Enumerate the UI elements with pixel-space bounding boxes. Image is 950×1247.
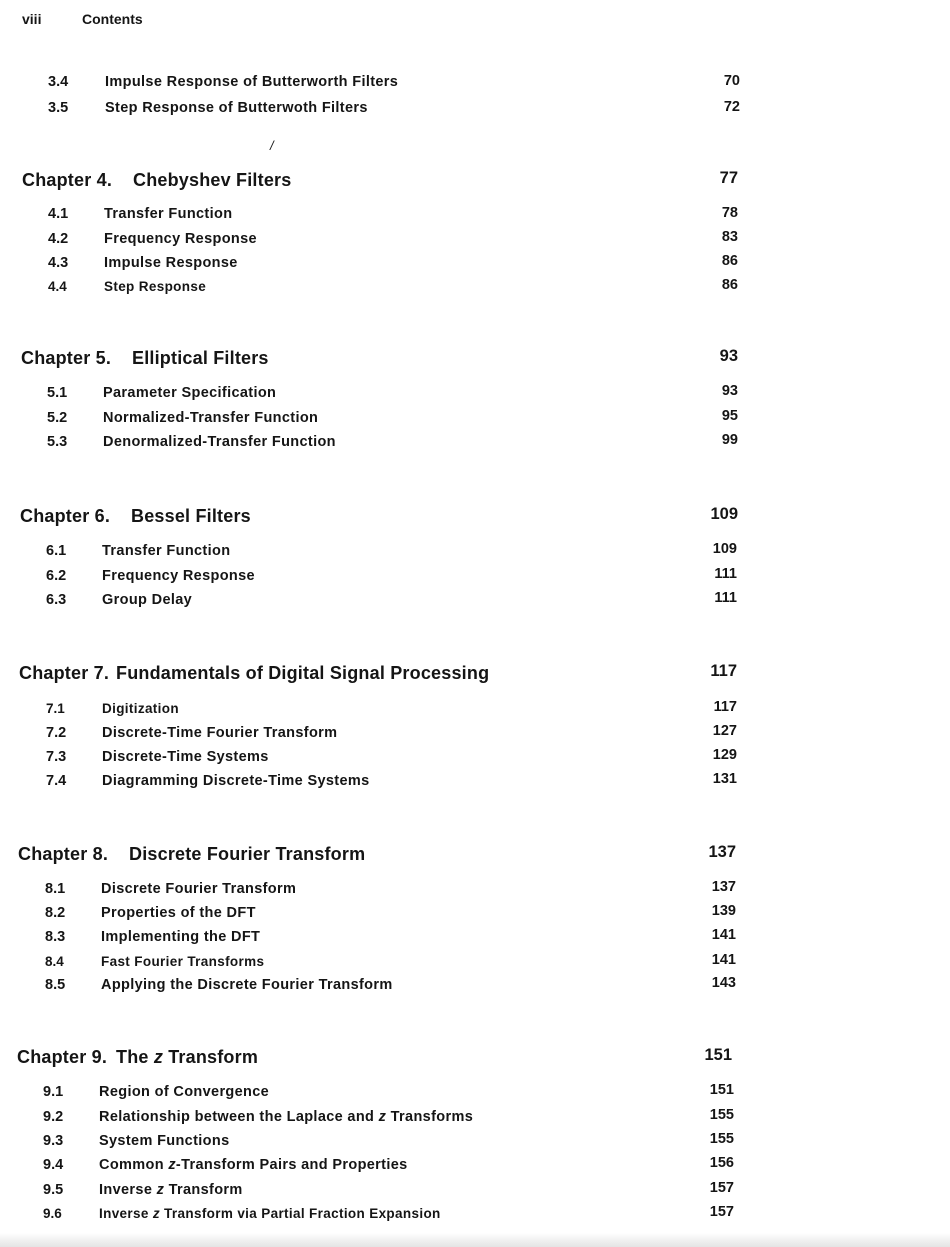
- section-number: 9.3: [43, 1133, 64, 1149]
- section-title: Region of Convergence: [99, 1084, 270, 1100]
- section-title: Properties of the DFT: [101, 905, 256, 921]
- section-title: Frequency Response: [102, 568, 255, 584]
- section-number: 6.1: [46, 543, 67, 559]
- section-number: 5.3: [47, 434, 68, 450]
- section-title: Step Response: [104, 279, 207, 294]
- section-number: 5.2: [47, 410, 68, 426]
- section-number: 3.5: [48, 100, 69, 116]
- chapter-label: Chapter 5.: [21, 348, 112, 368]
- stray-mark: /: [270, 138, 274, 153]
- section-number: 6.2: [46, 568, 67, 584]
- section-page: 137: [711, 879, 736, 895]
- section-page: 109: [712, 541, 737, 557]
- section-title: Discrete-Time Fourier Transform: [102, 725, 338, 741]
- section-title: Implementing the DFT: [101, 929, 261, 945]
- page-edge-shadow: [0, 1233, 950, 1247]
- chapter-page: 93: [719, 347, 738, 365]
- section-page: 78: [721, 205, 738, 221]
- section-page: 157: [709, 1204, 734, 1220]
- chapter-page: 151: [704, 1046, 732, 1064]
- section-number: 7.2: [46, 725, 67, 741]
- section-page: 156: [709, 1155, 734, 1171]
- page-header-title: Contents: [82, 11, 143, 27]
- section-number: 8.4: [45, 954, 64, 969]
- section-page: 111: [714, 590, 737, 606]
- section-page: 155: [709, 1107, 734, 1123]
- section-title: Impulse Response of Butterworth Filters: [105, 74, 399, 90]
- section-number: 7.1: [46, 701, 65, 716]
- section-page: 141: [711, 927, 736, 943]
- section-number: 8.2: [45, 905, 66, 921]
- section-number: 3.4: [48, 74, 69, 90]
- chapter-page: 77: [719, 169, 738, 187]
- section-page: 151: [709, 1082, 734, 1098]
- section-title: Denormalized-Transfer Function: [103, 434, 336, 450]
- page-number: viii: [22, 11, 42, 27]
- chapter-page: 137: [708, 843, 736, 861]
- section-title: Diagramming Discrete-Time Systems: [102, 773, 370, 789]
- section-title: Group Delay: [102, 592, 193, 608]
- section-title: Inverse z Transform: [99, 1182, 243, 1198]
- section-number: 7.3: [46, 749, 67, 765]
- section-page: 99: [721, 432, 738, 448]
- chapter-title: Elliptical Filters: [132, 348, 269, 368]
- section-number: 8.3: [45, 929, 66, 945]
- section-title: Transfer Function: [104, 206, 233, 222]
- section-title: Relationship between the Laplace and z Transforms: [99, 1109, 474, 1125]
- section-number: 4.1: [48, 206, 69, 222]
- section-number: 6.3: [46, 592, 67, 608]
- section-number: 9.1: [43, 1084, 64, 1100]
- section-number: 8.5: [45, 977, 66, 993]
- section-title: Frequency Response: [104, 231, 257, 247]
- section-page: 157: [709, 1180, 734, 1196]
- section-page: 131: [712, 771, 737, 787]
- section-page: 129: [712, 747, 737, 763]
- section-page: 141: [711, 952, 736, 968]
- section-title: Step Response of Butterwoth Filters: [105, 100, 368, 116]
- section-page: 72: [723, 99, 740, 115]
- chapter-label: Chapter 4.: [22, 170, 113, 190]
- section-number: 4.3: [48, 255, 69, 271]
- section-page: 86: [721, 277, 738, 293]
- section-number: 5.1: [47, 385, 68, 401]
- section-page: 139: [711, 903, 736, 919]
- section-number: 4.2: [48, 231, 69, 247]
- section-page: 117: [713, 699, 737, 715]
- section-title: System Functions: [99, 1133, 230, 1149]
- section-page: 70: [723, 73, 740, 89]
- section-title: Discrete Fourier Transform: [101, 881, 297, 897]
- section-page: 155: [709, 1131, 734, 1147]
- section-title: Transfer Function: [102, 543, 231, 559]
- section-number: 9.2: [43, 1109, 64, 1125]
- section-number: 8.1: [45, 881, 66, 897]
- section-page: 83: [721, 229, 738, 245]
- section-title: Discrete-Time Systems: [102, 749, 269, 765]
- section-page: 127: [712, 723, 737, 739]
- chapter-label: Chapter 7.: [19, 663, 110, 683]
- section-number: 9.6: [43, 1206, 62, 1221]
- section-title: Digitization: [102, 701, 179, 716]
- section-number: 9.5: [43, 1182, 64, 1198]
- section-page: 111: [714, 566, 737, 582]
- chapter-title: Chebyshev Filters: [133, 170, 292, 190]
- chapter-title: Discrete Fourier Transform: [129, 844, 366, 864]
- section-title: Applying the Discrete Fourier Transform: [101, 977, 393, 993]
- section-title: Normalized-Transfer Function: [103, 410, 319, 426]
- section-title: Inverse z Transform via Partial Fraction Expansion: [99, 1206, 441, 1221]
- section-title: Parameter Specification: [103, 385, 277, 401]
- section-number: 7.4: [46, 773, 67, 789]
- section-title: Impulse Response: [104, 255, 238, 271]
- section-page: 143: [711, 975, 736, 991]
- section-page: 86: [721, 253, 738, 269]
- chapter-title: The z Transform: [116, 1047, 259, 1067]
- chapter-page: 109: [710, 505, 738, 523]
- section-number: 9.4: [43, 1157, 64, 1173]
- chapter-label: Chapter 6.: [20, 506, 111, 526]
- chapter-label: Chapter 8.: [18, 844, 109, 864]
- section-page: 95: [721, 408, 738, 424]
- chapter-title: Bessel Filters: [131, 506, 251, 526]
- section-page: 93: [721, 383, 738, 399]
- chapter-title: Fundamentals of Digital Signal Processing: [116, 663, 490, 683]
- section-number: 4.4: [48, 279, 67, 294]
- chapter-label: Chapter 9.: [17, 1047, 108, 1067]
- section-title: Common z-Transform Pairs and Properties: [99, 1157, 408, 1173]
- chapter-page: 117: [710, 662, 737, 680]
- section-title: Fast Fourier Transforms: [101, 954, 265, 969]
